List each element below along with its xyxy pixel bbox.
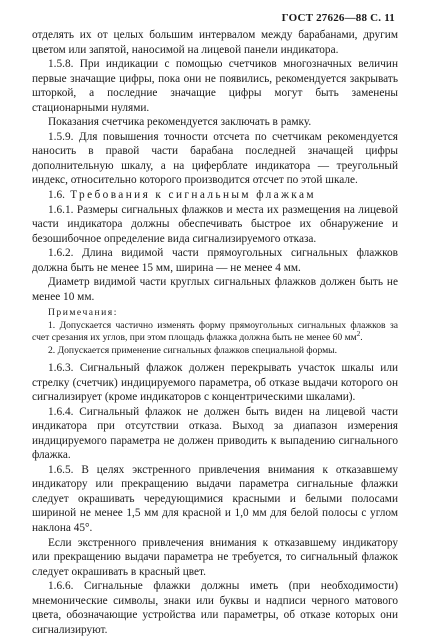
paragraph-1-5-8: 1.5.8. При индикации с помощью счетчиков многозначных величин первые значащие цифры, пока они не появились, рекомендуется закрывать шторкой, а последние значащие цифры могут быть заменены стационарными нулями. bbox=[32, 58, 398, 114]
section-title: Требования к сигнальным флажкам bbox=[70, 189, 316, 202]
paragraph-1-5-8-frame: Показания счетчика рекомендуется заключать в рамку. bbox=[48, 116, 312, 129]
paragraph-1-6-5-red: Если экстренного привлечения внимания к отказавшему индикатору или прекращению выдачи параметра не требуется, то сигнальный флажок следует окрашивать в красный цвет. bbox=[32, 536, 398, 578]
section-number: 1.6. bbox=[48, 189, 65, 202]
notes-block bbox=[32, 307, 398, 357]
note-item-1-superscript: 2 bbox=[356, 330, 361, 339]
document-body bbox=[32, 28, 398, 637]
paragraph-1-6-6: 1.6.6. Сигнальные флажки должны иметь (при необходимости) мнемонические символы, знаки или буквы и надписи черного матового цвета, обозначающие устройства или параметры, об отказе которых они сигнализируют. bbox=[32, 580, 398, 636]
page-header-code: ГОСТ 27626—88 С. 11 bbox=[281, 12, 395, 24]
note-item-2: 2. Допускается применение сигнальных флажков специальной формы. bbox=[48, 344, 338, 356]
note-item-1 bbox=[32, 320, 398, 345]
paragraph-1-6-2-diameter: Диаметр видимой части круглых сигнальных флажков должен быть не менее 10 мм. bbox=[32, 276, 398, 303]
paragraph-1-6-1: 1.6.1. Размеры сигнальных флажков и места их размещения на лицевой части индикатора должны обеспечивать быстрое их обнаружение и безошибочное определение вида сигнализируемого отказа. bbox=[32, 203, 398, 245]
paragraph-continuation: отделять их от целых большим интервалом между барабанами, другим цветом или запятой, наносимой на лицевой панели индикатора. bbox=[32, 29, 398, 56]
paragraph-1-6-2: 1.6.2. Длина видимой части прямоугольных сигнальных флажков должна быть не менее 15 мм, ширина — не менее 4 мм. bbox=[32, 247, 398, 274]
paragraph-1-6-3: 1.6.3. Сигнальный флажок должен перекрывать участок шкалы или стрелку (счетчик) индицируемого параметра, об отказе выдачи которого он сигнализирует (кроме индикаторов с концентрическими шкалами). bbox=[32, 362, 398, 404]
note-item-1-end: . bbox=[360, 332, 363, 344]
paragraph-1-5-9: 1.5.9. Для повышения точности отсчета по счетчикам рекомендуется наносить в правой части барабана последней значащей цифры дополнительную шкалу, а на циферблате индикатора — треугольный индекс, относительно которого производится отсчет по этой шкале. bbox=[32, 130, 398, 187]
paragraph-1-6-4: 1.6.4. Сигнальный флажок не должен быть виден на лицевой части индикатора при отсутствии отказа. Выход за диапазон измерения индицируемого параметра не должен приводить к выпадению сигнального флажка. bbox=[32, 405, 398, 462]
note-item-1-text: 1. Допускается частично изменять форму прямоугольных сигнальных флажков за счет срезания их углов, при этом площадь флажка должна быть не менее 60 мм bbox=[32, 319, 398, 344]
paragraph-1-6-5: 1.6.5. В целях экстренного привлечения внимания к отказавшему индикатору или прекращению выдачи параметра сигнальные флажки следует окрашивать чередующимися красными и белыми полосами шириной не менее 1,5 мм для красной и 1,0 мм для белой полосы с углом наклона 45°. bbox=[32, 463, 398, 535]
section-heading-1-6 bbox=[32, 188, 398, 203]
notes-title: Примечания: bbox=[48, 307, 118, 319]
